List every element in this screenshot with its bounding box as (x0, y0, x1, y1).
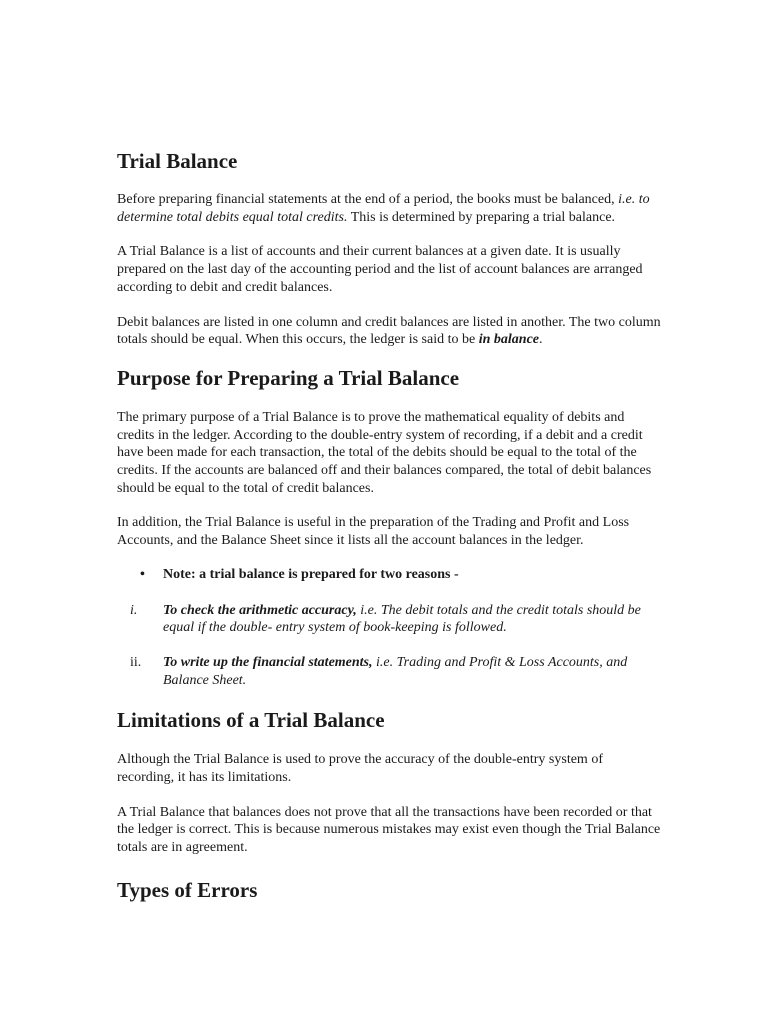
reason-text (163, 602, 662, 637)
text-run: Before preparing financial statements at the end of a period, the books must be balanced, (117, 192, 619, 207)
bullet-icon: • (140, 566, 145, 582)
paragraph-debit-credit-columns (117, 314, 662, 349)
reason-text (163, 654, 662, 689)
document-page (117, 148, 662, 903)
note-text: Note: a trial balance is prepared for two reasons - (163, 566, 459, 582)
text-run: Debit balances are listed in one column and credit balances are listed in another. The two column totals should be equal. When this occurs, the ledger is said to be (117, 314, 661, 348)
list-marker: ii. (130, 654, 142, 670)
paragraph-balances-does-not-prove: A Trial Balance that balances does not prove that all the transactions have been recorded or that the ledger is correct. This is because numerous mistakes may exist even though the Trial Balance totals are in agreement. (117, 804, 661, 856)
text-run: . (539, 332, 543, 348)
heading-types-of-errors: Types of Errors (117, 877, 258, 902)
heading-purpose: Purpose for Preparing a Trial Balance (117, 365, 460, 390)
reason-bold: To check the arithmetic accuracy, (163, 602, 357, 618)
reason-rest: i.e. Trading and Profit & Loss Accounts, and Balance Sheet. (163, 654, 628, 688)
heading-trial-balance: Trial Balance (117, 149, 238, 173)
paragraph-primary-purpose: The primary purpose of a Trial Balance is to prove the mathematical equality of debits and credits in the ledger. According to the double-entry system of recording, if a debit and a credit have been made for each transaction, the total of the debits should be equal to the total of the credits. If the accounts are balanced off and their balances compared, the total of debit balances should be equal to the total of credit balances. (117, 409, 652, 496)
paragraph-although: Although the Trial Balance is used to prove the accuracy of the double-entry system of recording, it has its limitations. (117, 752, 603, 786)
bold-italic-run: in balance (478, 332, 539, 348)
reason-bold: To write up the financial statements, (163, 654, 373, 670)
paragraph-in-addition: In addition, the Trial Balance is useful in the preparation of the Trading and Profit and Loss Accounts, and the Balance Sheet since it lists all the account balances in the ledger. (117, 515, 630, 549)
paragraph-before-preparing (117, 191, 662, 226)
italic-run: i.e. to determine total debits equal total credits. (117, 192, 650, 225)
reason-list-item (117, 602, 662, 637)
note-bullet-item (117, 566, 662, 584)
heading-limitations: Limitations of a Trial Balance (117, 708, 385, 733)
paragraph-trial-balance-definition: A Trial Balance is a list of accounts and their current balances at a given date. It is usually prepared on the last day of the accounting period and the list of account balances are arranged according to debit and credit balances. (117, 244, 643, 295)
text-run: This is determined by preparing a trial balance. (347, 209, 616, 225)
reason-rest: i.e. The debit totals and the credit totals should be equal if the double- entry system of book-keeping is followed. (163, 602, 641, 636)
reason-list-item (117, 654, 662, 689)
list-marker: i. (130, 602, 138, 618)
